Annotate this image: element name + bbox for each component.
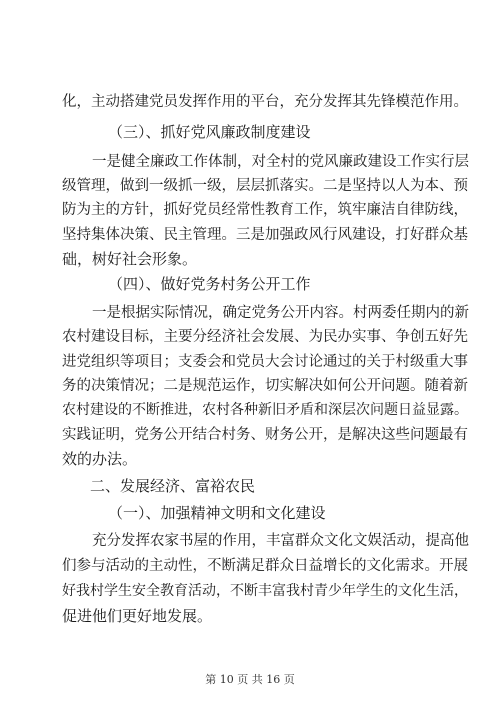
body-text-line: 实践证明，党务公开结合村务、财务公开，是解决这些问题最有 bbox=[62, 427, 468, 443]
body-text-line: 效的办法。 bbox=[62, 450, 138, 468]
body-text-line: 础，树好社会形象。 bbox=[62, 250, 198, 268]
body-text-line: 级管理，做到一级抓一级，层层抓落实。二是坚持以人为本、预 bbox=[62, 178, 468, 194]
body-text-line: 促进他们更好地发展。 bbox=[62, 607, 213, 625]
body-text-line: 一是健全廉政工作体制，对全村的党风廉政建设工作实行层 bbox=[92, 154, 469, 170]
body-text-line: 务的决策情况；二是规范运作，切实解决如何公开问题。随着新 bbox=[62, 378, 468, 394]
section-heading: （四）、做好党务村务公开工作 bbox=[108, 275, 311, 293]
body-text-line: 化，主动搭建党员发挥作用的平台，充分发挥其先锋模范作用。 bbox=[62, 94, 468, 110]
section-heading: （三）、抓好党风廉政制度建设 bbox=[108, 123, 311, 141]
body-text-line: 好我村学生安全教育活动，不断丰富我村青少年学生的文化生活， bbox=[62, 583, 468, 599]
section-heading: 二、发展经济、富裕农民 bbox=[90, 477, 256, 495]
page-number-footer: 第 10 页 共 16 页 bbox=[205, 673, 295, 686]
body-text-line: 一是根据实际情况，确定党务公开内容。村两委任期内的新 bbox=[92, 305, 469, 321]
body-text-line: 们参与活动的主动性，不断满足群众日益增长的文化需求。开展 bbox=[62, 558, 468, 574]
body-text-line: 防为主的方针，抓好党员经常性教育工作，筑牢廉洁自律防线， bbox=[62, 202, 468, 218]
section-heading: （一）、加强精神文明和文化建设 bbox=[108, 504, 326, 522]
body-text-line: 充分发挥农家书屋的作用，丰富群众文化文娱活动，提高他 bbox=[92, 533, 469, 549]
body-text-line: 农村建设的不断推进，农村各种新旧矛盾和深层次问题日益显露。 bbox=[62, 402, 468, 418]
body-text-line: 进党组织等项目；支委会和党员大会讨论通过的关于村级重大事 bbox=[62, 354, 468, 370]
body-text-line: 农村建设目标，主要分经济社会发展、为民办实事、争创五好先 bbox=[62, 329, 468, 345]
body-text-line: 坚持集体决策、民主管理。三是加强政风行风建设，打好群众基 bbox=[62, 227, 468, 243]
